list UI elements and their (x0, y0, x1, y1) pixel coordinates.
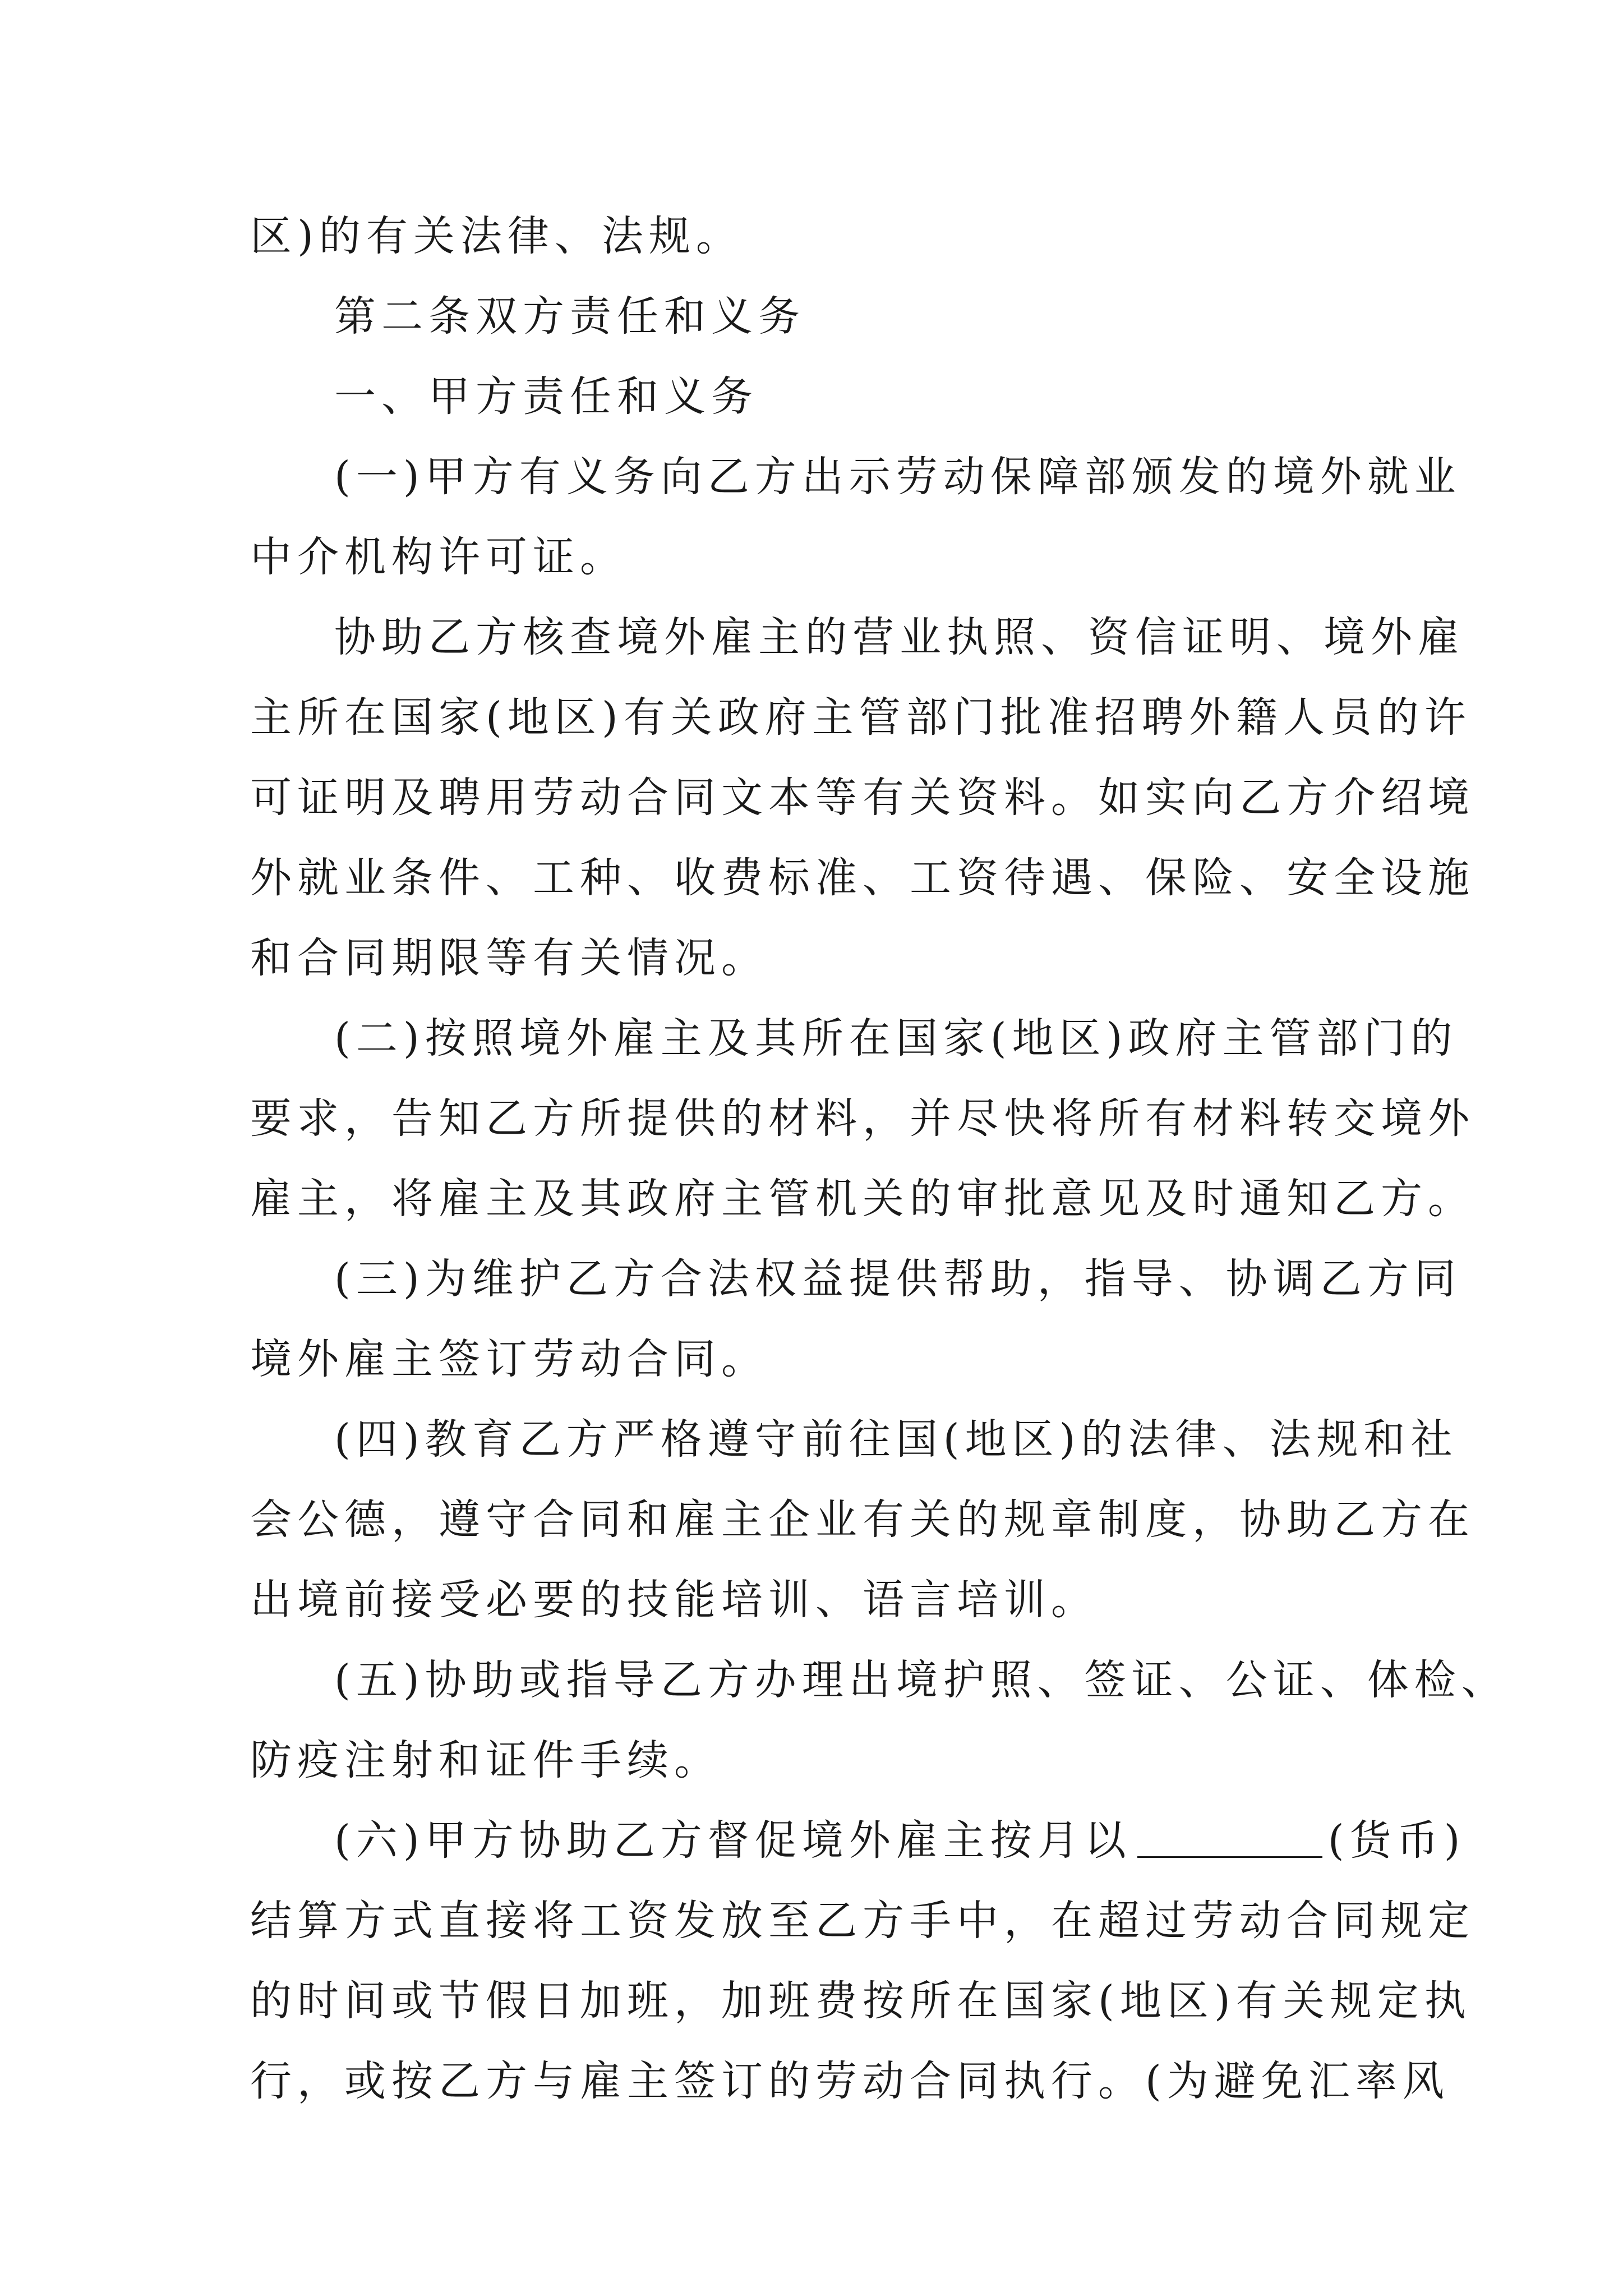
paragraph-line: 协助乙方核查境外雇主的营业执照、资信证明、境外雇 (334, 613, 1465, 661)
paragraph-line: 可证明及聘用劳动合同文本等有关资料。如实向乙方介绍境 (250, 774, 1475, 822)
paragraph-line: 境外雇主签订劳动合同。 (250, 1335, 768, 1383)
paragraph-line: 会公德，遵守合同和雇主企业有关的规章制度，协助乙方在 (250, 1496, 1475, 1544)
paragraph-line: 行，或按乙方与雇主签订的劳动合同执行。(为避免汇率风 (250, 2057, 1450, 2105)
paragraph-line: 雇主，将雇主及其政府主管机关的审批意见及时通知乙方。 (250, 1175, 1475, 1223)
clause-text-before-blank: (六)甲方协助乙方督促境外雇主按月以 (334, 1816, 1132, 1865)
paragraph-line: 和合同期限等有关情况。 (250, 934, 768, 982)
paragraph-line: (四)教育乙方严格遵守前往国(地区)的法律、法规和社 (334, 1415, 1458, 1464)
section-heading: 一、甲方责任和义务 (334, 372, 758, 421)
paragraph-line: 结算方式直接将工资发放至乙方手中，在超过劳动合同规定 (250, 1897, 1475, 1945)
paragraph-line: 外就业条件、工种、收费标准、工资待遇、保险、安全设施 (250, 854, 1475, 902)
contract-text (250, 196, 1509, 2122)
paragraph-line: (五)协助或指导乙方办理出境护照、签证、公证、体检、 (334, 1656, 1509, 1704)
paragraph-line: (一)甲方有义务向乙方出示劳动保障部颁发的境外就业 (334, 453, 1461, 501)
paragraph-line: (二)按照境外雇主及其所在国家(地区)政府主管部门的 (334, 1014, 1458, 1062)
paragraph-line: 防疫注射和证件手续。 (250, 1736, 721, 1784)
paragraph-line: 主所在国家(地区)有关政府主管部门批准招聘外籍人员的许 (250, 693, 1472, 742)
clause-text-after-blank: (货币) (1327, 1816, 1466, 1865)
paragraph-line: (三)为维护乙方合法权益提供帮助，指导、协调乙方同 (334, 1255, 1461, 1303)
paragraph-line: 要求，告知乙方所提供的材料，并尽快将所有材料转交境外 (250, 1094, 1475, 1143)
paragraph-line: 中介机构许可证。 (250, 533, 627, 581)
article-heading: 第二条双方责任和义务 (334, 292, 805, 341)
paragraph-line: 区)的有关法律、法规。 (250, 212, 743, 260)
paragraph-line: 出境前接受必要的技能培训、语言培训。 (250, 1576, 1098, 1624)
paragraph-line-with-blank (250, 1801, 1466, 1881)
paragraph-line: 的时间或节假日加班，加班费按所在国家(地区)有关规定执 (250, 1977, 1472, 2025)
currency-blank-field[interactable] (1137, 1854, 1322, 1858)
